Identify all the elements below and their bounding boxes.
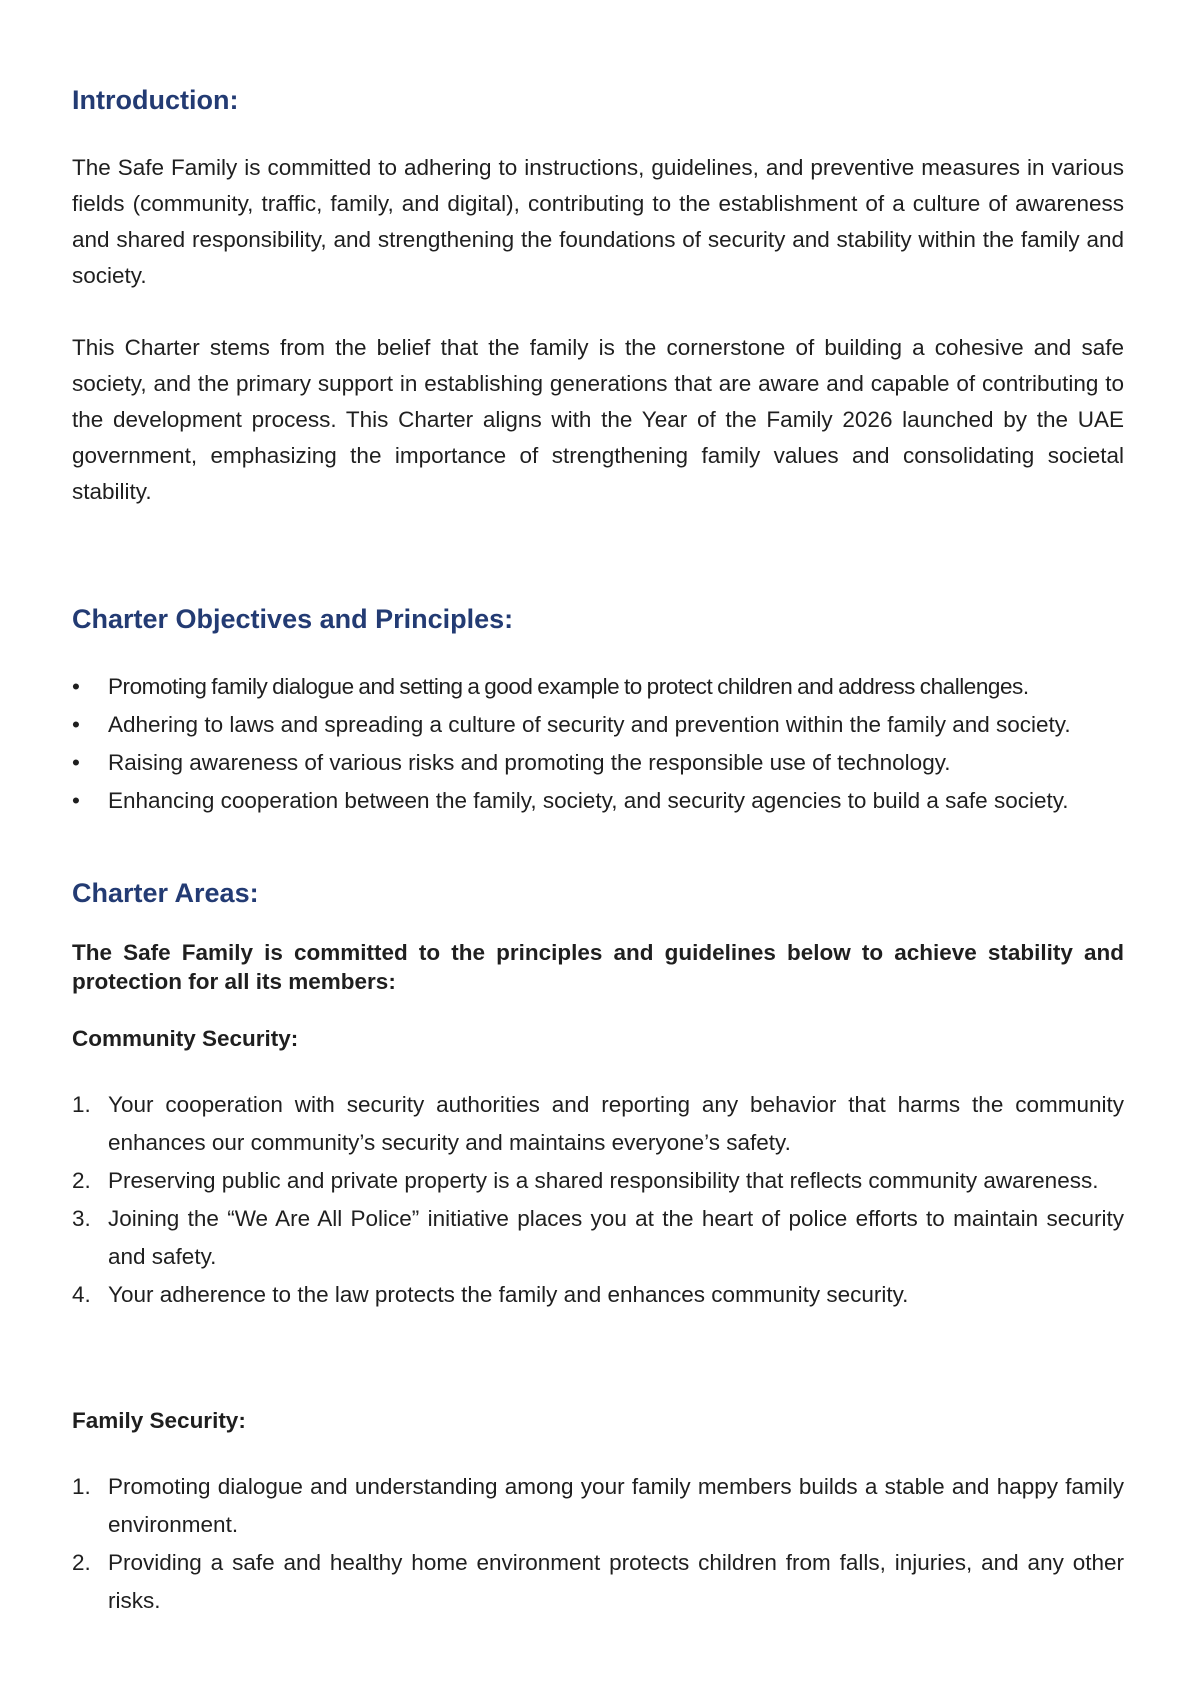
community-item	[72, 1200, 1124, 1276]
objectives-heading: Charter Objectives and Principles:	[72, 604, 514, 634]
community-security-heading: Community Security:	[72, 1026, 299, 1051]
item-text: Preserving public and private property is a shared responsibility that reflects community awareness.	[108, 1168, 1099, 1193]
areas-intro: The Safe Family is committed to the principles and guidelines below to achieve stability and protection for all its members:	[72, 940, 1124, 994]
community-item	[72, 1162, 1124, 1200]
areas-heading: Charter Areas:	[72, 878, 259, 908]
introduction-paragraph-1: The Safe Family is committed to adhering to instructions, guidelines, and preventive measures in various fields (community, traffic, family, and digital), contributing to the establishment of a culture of awareness and shared responsibility, and strengthening the foundations of security and stability within the family and society.	[72, 155, 1124, 288]
community-item	[72, 1086, 1124, 1162]
item-number: 1.	[72, 1474, 91, 1499]
family-item	[72, 1544, 1124, 1620]
family-security-heading: Family Security:	[72, 1408, 246, 1433]
item-text: Your adherence to the law protects the family and enhances community security.	[108, 1282, 909, 1307]
item-text: Promoting dialogue and understanding among your family members builds a stable and happy family environment.	[108, 1474, 1124, 1537]
objective-text: Enhancing cooperation between the family, society, and security agencies to build a safe society.	[108, 788, 1069, 813]
family-security-list	[72, 1468, 1124, 1620]
introduction-paragraph-2: This Charter stems from the belief that the family is the cornerstone of building a cohesive and safe society, and the primary support in establishing generations that are aware and capable of contributing to the development process. This Charter aligns with the Year of the Family 2026 launched by the UAE government, emphasizing the importance of strengthening family values and consolidating societal stability.	[72, 335, 1124, 504]
bullet-marker: •	[72, 788, 80, 813]
objective-item	[72, 744, 1124, 782]
community-item	[72, 1276, 1124, 1314]
item-number: 3.	[72, 1206, 91, 1231]
bullet-marker: •	[72, 674, 80, 699]
objective-item	[72, 668, 1124, 706]
item-text: Joining the “We Are All Police” initiative places you at the heart of police efforts to maintain security and safety.	[108, 1206, 1124, 1269]
objective-text: Adhering to laws and spreading a culture of security and prevention within the family and society.	[108, 712, 1071, 737]
item-number: 2.	[72, 1550, 91, 1575]
bullet-marker: •	[72, 750, 80, 775]
objectives-list	[72, 668, 1124, 820]
community-security-list	[72, 1086, 1124, 1314]
item-text: Your cooperation with security authorities and reporting any behavior that harms the community enhances our community’s security and maintains everyone’s safety.	[108, 1092, 1124, 1155]
item-number: 1.	[72, 1092, 91, 1117]
bullet-marker: •	[72, 712, 80, 737]
item-number: 4.	[72, 1282, 91, 1307]
objective-text: Promoting family dialogue and setting a good example to protect children and address challenges.	[108, 674, 1029, 699]
objective-item	[72, 706, 1124, 744]
item-number: 2.	[72, 1168, 91, 1193]
objective-text: Raising awareness of various risks and promoting the responsible use of technology.	[108, 750, 951, 775]
family-item	[72, 1468, 1124, 1544]
item-text: Providing a safe and healthy home environment protects children from falls, injuries, and any other risks.	[108, 1550, 1124, 1613]
introduction-heading: Introduction:	[72, 85, 239, 115]
objective-item	[72, 782, 1124, 820]
